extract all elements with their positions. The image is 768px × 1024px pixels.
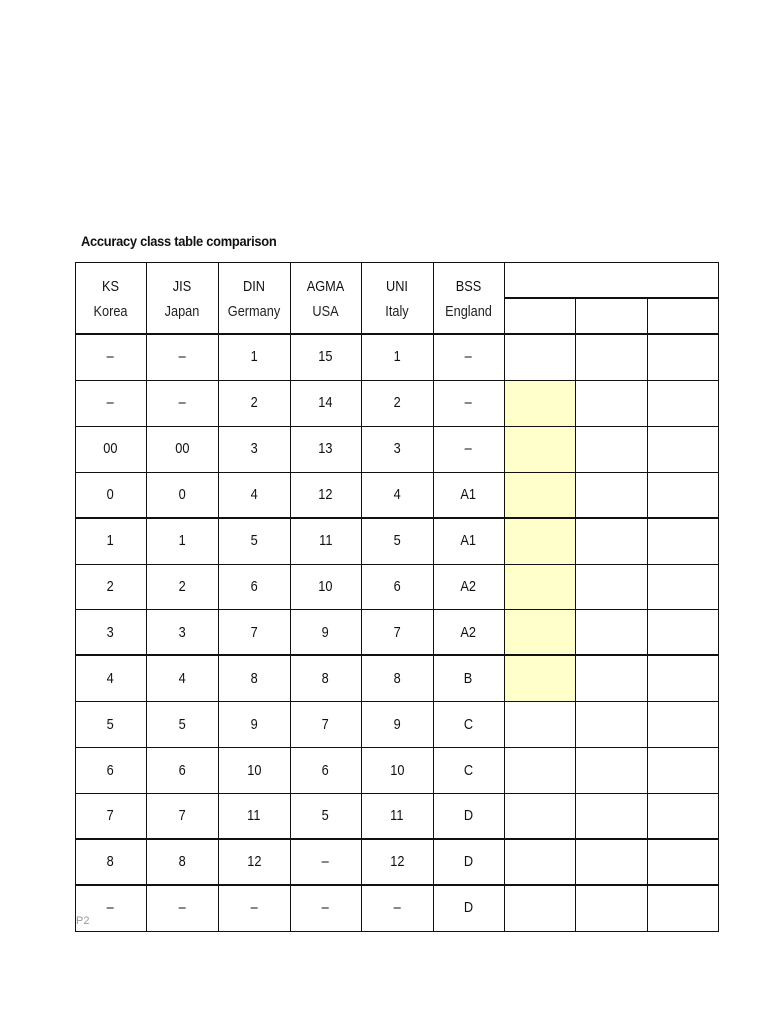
table-cell: 6 [250, 577, 258, 595]
highlight-cell [504, 609, 575, 655]
header-code: JIS [172, 278, 192, 295]
table-cell: 7 [106, 807, 115, 825]
table-cell: 5 [321, 807, 330, 825]
table-cell: 10 [318, 577, 333, 595]
table-cell: 11 [390, 807, 404, 825]
table-cell: C [463, 761, 474, 779]
column-header [433, 278, 504, 320]
page-number: P2 [76, 915, 90, 927]
table-cell: 9 [321, 623, 330, 641]
grid-line [647, 298, 648, 932]
table-cell: 6 [321, 761, 330, 779]
column-header [361, 278, 433, 320]
table-cell: – [393, 899, 401, 917]
table-cell: – [321, 899, 330, 917]
grid-line [718, 262, 719, 932]
grid-line [75, 426, 719, 427]
header-country: Germany [227, 303, 281, 320]
highlight-cell [504, 426, 575, 472]
table-cell: 2 [250, 394, 258, 412]
highlight-cell [504, 655, 575, 701]
table-cell: 1 [106, 532, 115, 550]
table-cell: 5 [393, 532, 401, 550]
table-cell: 3 [250, 440, 258, 458]
table-cell: 4 [178, 669, 186, 687]
header-code: KS [101, 278, 119, 295]
table-cell: 3 [393, 440, 401, 458]
header-country: USA [312, 303, 339, 320]
column-header [146, 278, 218, 320]
table-cell: – [178, 348, 186, 366]
table-cell: 12 [389, 853, 405, 871]
table-cell: 00 [103, 440, 118, 458]
grid-line [75, 609, 719, 610]
table-cell: 7 [250, 623, 258, 641]
highlight-cell [504, 564, 575, 610]
table-cell: 8 [250, 669, 258, 687]
table-cell: 5 [106, 715, 115, 733]
grid-line [75, 747, 719, 748]
header-country: Japan [164, 303, 200, 320]
table-cell: D [463, 899, 474, 917]
header-code: DIN [243, 278, 265, 295]
table-cell: 2 [178, 577, 186, 595]
table-cell: 8 [106, 853, 115, 871]
table-cell: 4 [250, 486, 258, 504]
table-cell: 1 [178, 532, 186, 550]
table-cell: – [464, 440, 473, 458]
table-cell: 00 [174, 440, 190, 458]
grid-line [75, 262, 719, 263]
table-cell: 13 [318, 440, 333, 458]
table-cell: A2 [460, 577, 477, 595]
table-cell: – [178, 394, 186, 412]
table-cell: 3 [178, 623, 186, 641]
header-code: AGMA [306, 278, 345, 295]
table-cell: 9 [393, 715, 401, 733]
table-cell: – [250, 899, 258, 917]
table-cell: 11 [247, 807, 261, 825]
table-cell: – [464, 394, 473, 412]
table-cell: 7 [178, 807, 186, 825]
column-header [290, 278, 361, 320]
header-country: Korea [93, 303, 128, 320]
grid-line [75, 884, 719, 886]
table-cell: 5 [250, 532, 258, 550]
grid-line [75, 380, 719, 381]
grid-line [218, 262, 219, 932]
grid-line [433, 262, 434, 932]
table-cell: D [463, 807, 474, 825]
table-cell: D [463, 853, 474, 871]
table-cell: 8 [178, 853, 186, 871]
highlight-cell [504, 380, 575, 426]
table-cell: – [178, 899, 186, 917]
table-cell: – [106, 394, 115, 412]
table-cell: 12 [246, 853, 262, 871]
grid-line [75, 654, 719, 656]
grid-line [290, 262, 291, 932]
grid-line [504, 262, 505, 932]
grid-line [75, 931, 719, 932]
table-cell: 9 [250, 715, 258, 733]
header-code: UNI [386, 278, 408, 295]
grid-line [75, 564, 719, 565]
table-cell: 7 [393, 623, 401, 641]
table-cell: 3 [106, 623, 115, 641]
table-cell: A2 [460, 623, 477, 641]
table-cell: 7 [321, 715, 330, 733]
table-cell: 14 [318, 394, 333, 412]
table-cell: 0 [106, 486, 115, 504]
table-cell: 1 [393, 348, 401, 366]
header-country: Italy [385, 303, 409, 320]
table-cell: 4 [393, 486, 401, 504]
highlight-cell [504, 518, 575, 564]
header-code: BSS [455, 278, 482, 295]
grid-line [361, 262, 362, 932]
table-cell: 0 [178, 486, 186, 504]
table-cell: 10 [389, 761, 405, 779]
table-cell: A1 [460, 486, 477, 504]
column-header [75, 278, 146, 320]
table-cell: – [106, 348, 115, 366]
table-cell: 11 [318, 532, 333, 550]
table-cell: 8 [321, 669, 330, 687]
grid-line [504, 297, 719, 299]
header-country: England [445, 303, 492, 320]
table-cell: B [464, 669, 473, 687]
table-cell: 6 [178, 761, 186, 779]
table-cell: 1 [250, 348, 258, 366]
table-cell: – [321, 853, 330, 871]
table-cell: 4 [106, 669, 115, 687]
grid-line [75, 793, 719, 794]
grid-line [146, 262, 147, 932]
table-cell: 10 [246, 761, 262, 779]
grid-line [75, 472, 719, 473]
grid-line [75, 838, 719, 840]
grid-line [575, 298, 576, 932]
table-cell: 6 [106, 761, 115, 779]
table-cell: 5 [178, 715, 186, 733]
table-cell: – [464, 348, 473, 366]
table-cell: – [106, 899, 115, 917]
page-title: Accuracy class table comparison [81, 233, 277, 249]
table-cell: A1 [460, 532, 477, 550]
highlight-cell [504, 472, 575, 518]
table-cell: C [463, 715, 474, 733]
column-header [218, 278, 290, 320]
grid-line [75, 262, 76, 932]
table-cell: 15 [318, 348, 333, 366]
grid-line [75, 517, 719, 519]
table-cell: 2 [393, 394, 401, 412]
table-cell: 8 [393, 669, 401, 687]
table-cell: 2 [106, 577, 115, 595]
grid-line [75, 701, 719, 702]
grid-line [75, 333, 719, 335]
table-cell: 6 [393, 577, 401, 595]
table-cell: 12 [318, 486, 333, 504]
